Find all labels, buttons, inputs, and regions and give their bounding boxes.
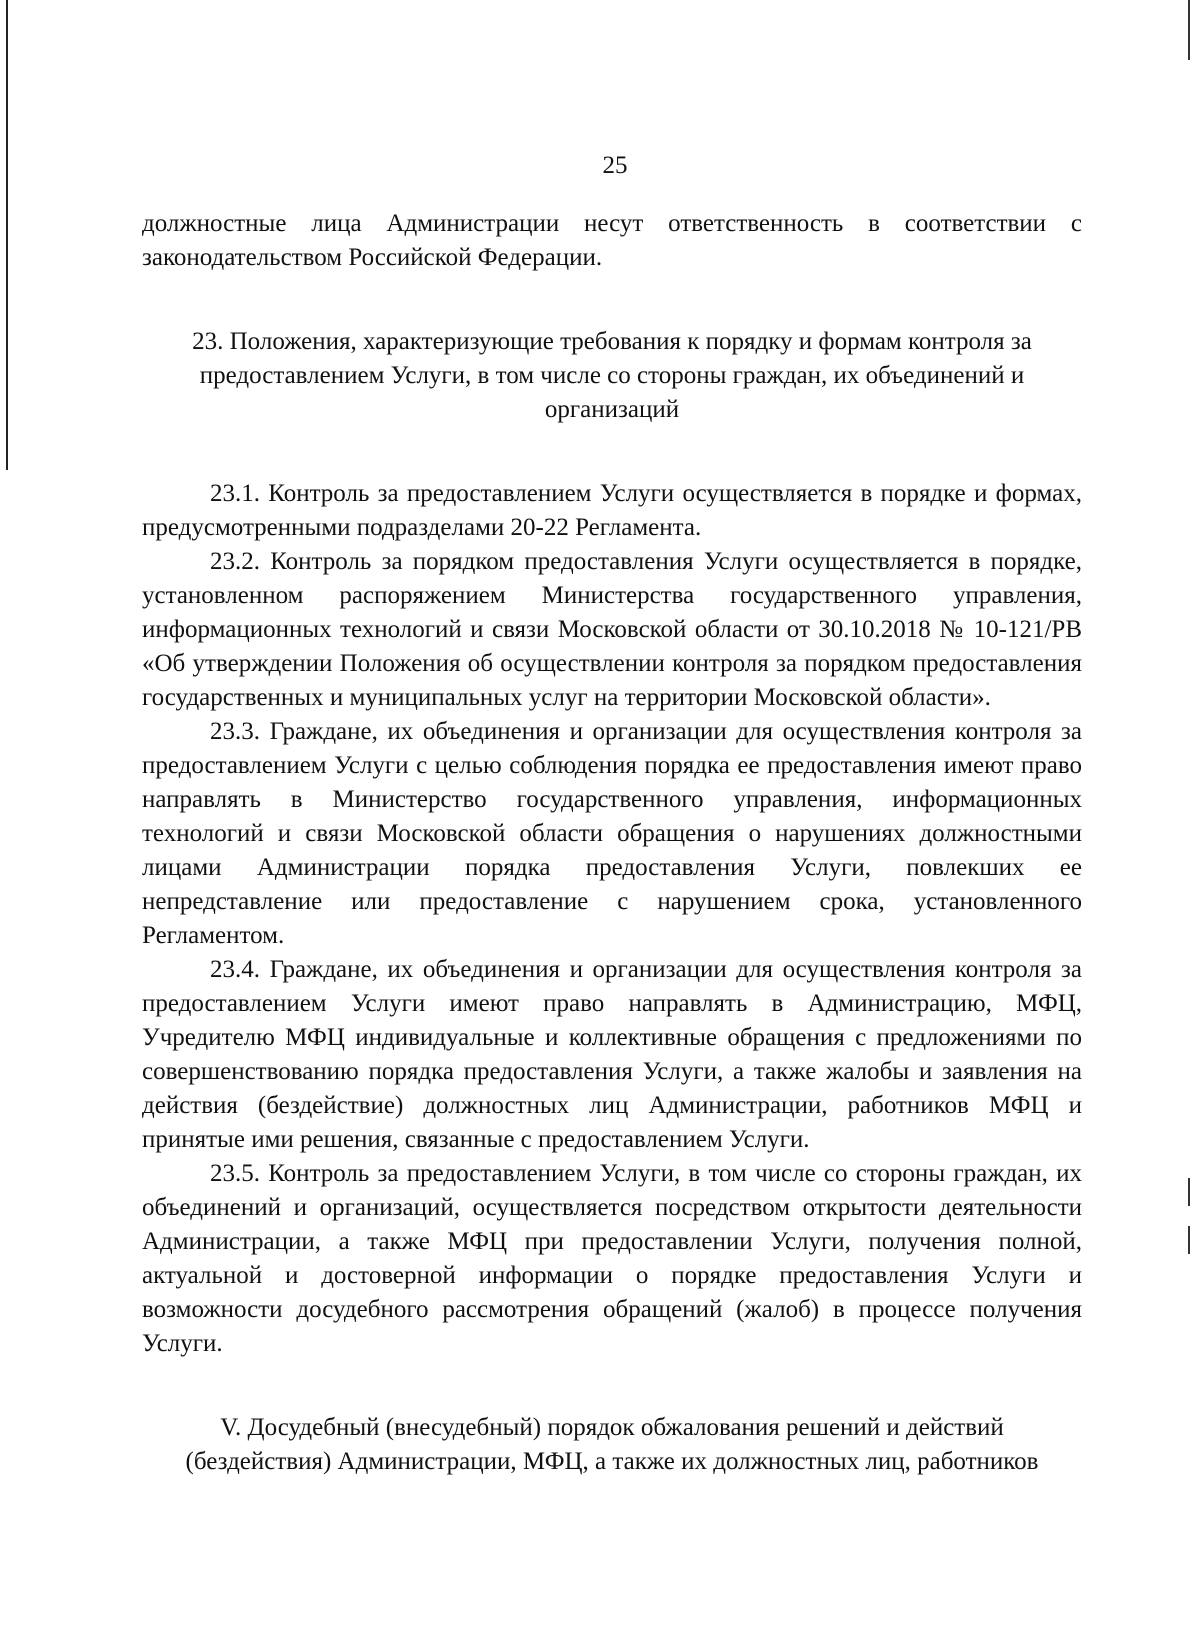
- scan-edge-line: [6, 0, 8, 470]
- scan-edge-mark: [1188, 0, 1190, 60]
- continuation-paragraph: должностные лица Администрации несут ответственность в соответствии с законодательством Российской Федерации.: [142, 210, 1082, 271]
- scan-edge-mark: [1188, 1178, 1190, 1206]
- paragraph-23-5: 23.5. Контроль за предоставлением Услуги, в том числе со стороны граждан, их объединений и организаций, осуществляется посредством открытости деятельности Администрации, а также МФЦ при предоставлении Услуги, получения полной, актуальной и достоверной информации о порядке предоставления Услуги и возможности досудебного рассмотрения обращений (жалоб) в процессе получения Услуги.: [142, 1160, 1082, 1357]
- section-23-heading: 23. Положения, характеризующие требования к порядку и формам контроля за предоставлением Услуги, в том числе со стороны граждан, их объединений и организаций: [192, 328, 1032, 423]
- section-v-heading: V. Досудебный (внесудебный) порядок обжалования решений и действий (бездействия) Администрации, МФЦ, а также их должностных лиц, работников: [185, 1414, 1039, 1475]
- document-body: [142, 207, 1082, 1479]
- page-number: 25: [602, 152, 628, 179]
- paragraph-23-4: 23.4. Граждане, их объединения и организации для осуществления контроля за предоставлением Услуги имеют право направлять в Администрацию, МФЦ, Учредителю МФЦ индивидуальные и коллективные обращения с предложениями по совершенствованию порядка предоставления Услуги, а также жалобы и заявления на действия (бездействие) должностных лиц Администрации, работников МФЦ и принятые ими решения, связанные с предоставлением Услуги.: [142, 956, 1082, 1153]
- paragraph-23-3: 23.3. Граждане, их объединения и организации для осуществления контроля за предоставлением Услуги с целью соблюдения порядка ее предоставления имеют право направлять в Министерство государственного управления, информационных технологий и связи Московской области обращения о нарушениях должностными лицами Администрации порядка предоставления Услуги, повлекших ее непредставление или предоставление с нарушением срока, установленного Регламентом.: [142, 718, 1082, 949]
- paragraph-23-1: 23.1. Контроль за предоставлением Услуги осуществляется в порядке и формах, предусмотренными подразделами 20-22 Регламента.: [142, 480, 1082, 541]
- scan-edge-mark: [1188, 1226, 1190, 1254]
- paragraph-23-2: 23.2. Контроль за порядком предоставления Услуги осуществляется в порядке, установленном распоряжением Министерства государственного управления, информационных технологий и связи Московской области от 30.10.2018 № 10-121/РВ «Об утверждении Положения об осуществлении контроля за порядком предоставления государственных и муниципальных услуг на территории Московской области».: [142, 548, 1082, 711]
